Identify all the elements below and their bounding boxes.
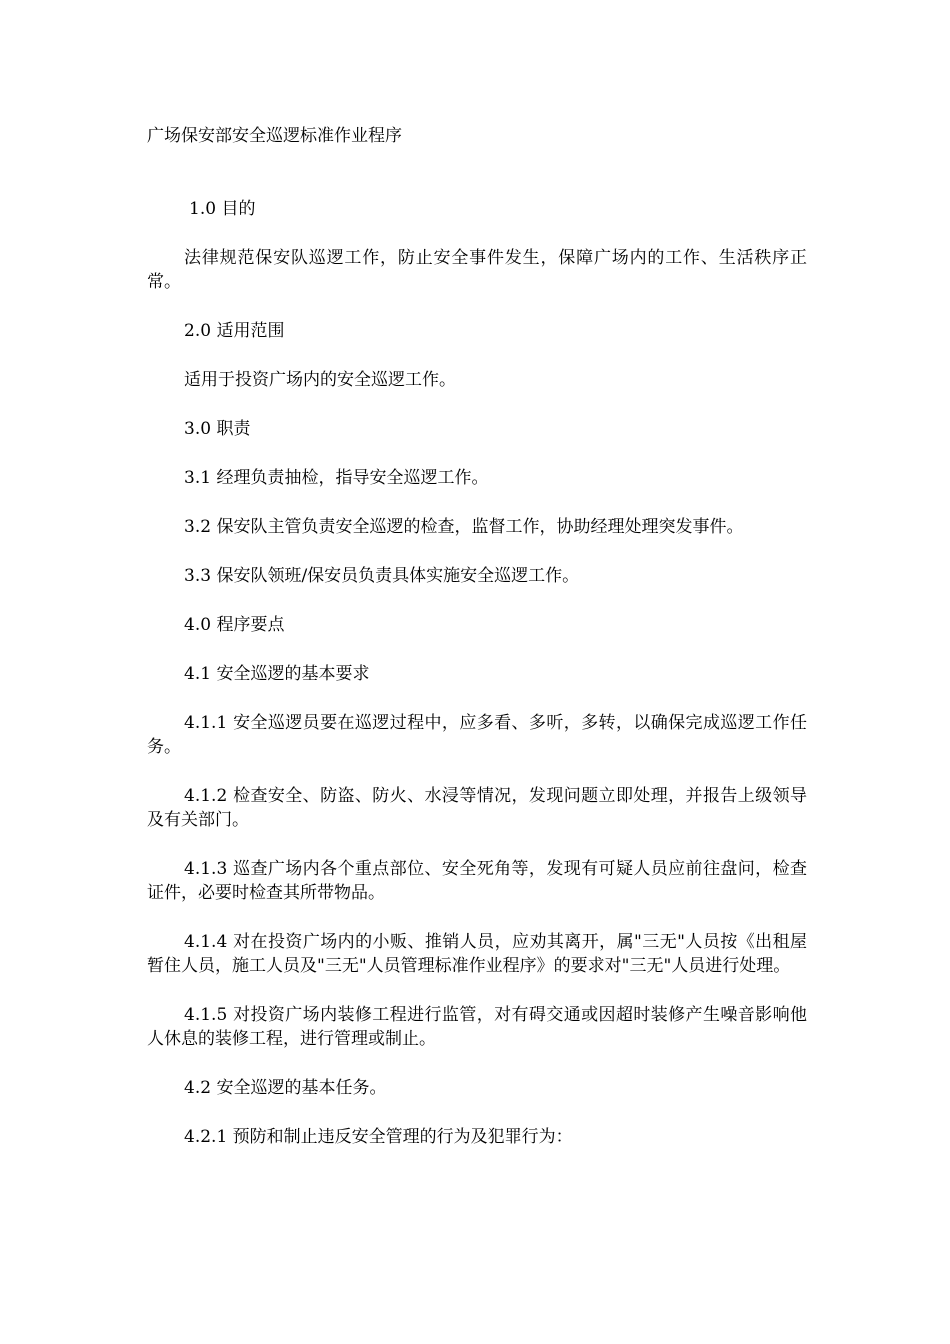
paragraph: 4.1.4 对在投资广场内的小贩、推销人员，应劝其离开，属"三无"人员按《出租屋暂住人员，施工人员及"三无"人员管理标准作业程序》的要求对"三无"人员进行处理。	[147, 932, 807, 976]
section-heading-purpose: 1.0 目的	[189, 199, 256, 219]
section-heading-responsibilities: 3.0 职责	[184, 419, 251, 439]
paragraph: 4.1.3 巡查广场内各个重点部位、安全死角等，发现有可疑人员应前往盘问，检查证件，必要时检查其所带物品。	[147, 859, 807, 903]
paragraph: 4.1.5 对投资广场内装修工程进行监管，对有碍交通或因超时装修产生噪音影响他人休息的装修工程，进行管理或制止。	[147, 1005, 807, 1049]
paragraph: 4.1.2 检查安全、防盗、防火、水浸等情况，发现问题立即处理，并报告上级领导及有关部门。	[147, 786, 807, 830]
document-title: 广场保安部安全巡逻标准作业程序	[147, 126, 402, 146]
paragraph: 法律规范保安队巡逻工作，防止安全事件发生，保障广场内的工作、生活秩序正常。	[147, 248, 807, 292]
section-heading-scope: 2.0 适用范围	[184, 321, 285, 341]
paragraph: 4.1.1 安全巡逻员要在巡逻过程中，应多看、多听，多转，以确保完成巡逻工作任务。	[147, 713, 807, 757]
paragraph: 3.1 经理负责抽检，指导安全巡逻工作。	[184, 468, 489, 488]
paragraph: 4.2.1 预防和制止违反安全管理的行为及犯罪行为：	[184, 1127, 573, 1147]
subsection-heading: 4.2 安全巡逻的基本任务。	[184, 1078, 387, 1098]
subsection-heading: 4.1 安全巡逻的基本要求	[184, 664, 370, 684]
section-heading-procedure: 4.0 程序要点	[184, 615, 285, 635]
paragraph: 3.2 保安队主管负责安全巡逻的检查，监督工作，协助经理处理突发事件。	[184, 517, 744, 537]
paragraph: 适用于投资广场内的安全巡逻工作。	[184, 370, 456, 390]
document-body	[147, 197, 807, 1174]
paragraph: 3.3 保安队领班/保安员负责具体实施安全巡逻工作。	[184, 566, 580, 586]
